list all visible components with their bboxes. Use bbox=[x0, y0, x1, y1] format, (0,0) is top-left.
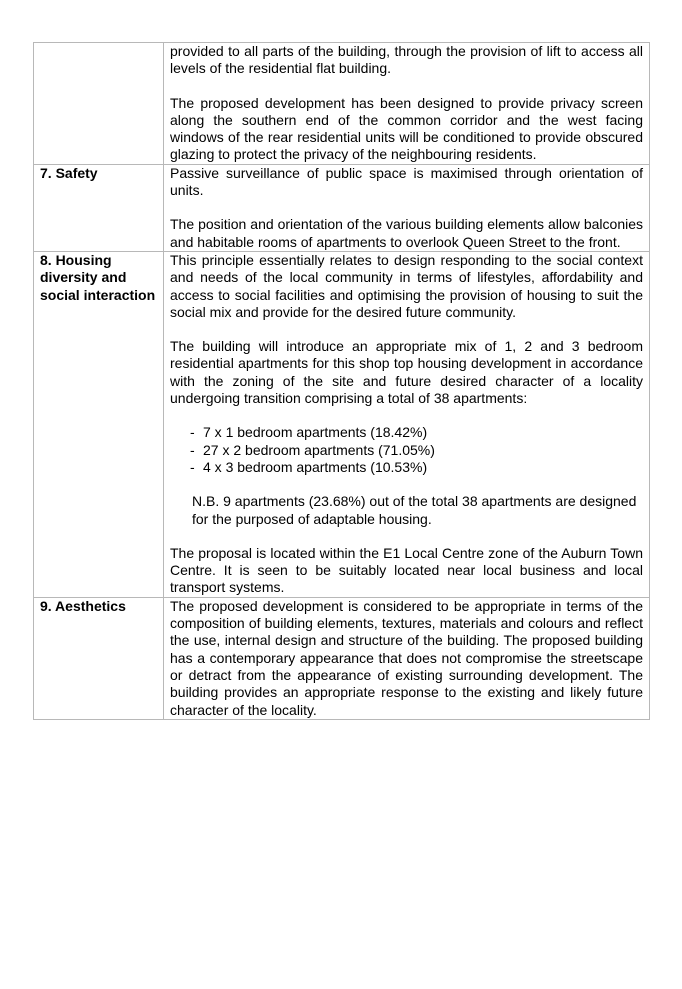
assessment-cell bbox=[164, 597, 650, 719]
paragraph: The building will introduce an appropriate mix of 1, 2 and 3 bedroom residential apartments for this shop top housing development in accordance with the zoning of the site and future desired character of a locality undergoing transition comprising a total of 38 apartments: bbox=[170, 338, 643, 407]
paragraph: The proposed development is considered to be appropriate in terms of the composition of building elements, textures, materials and colours and reflect the use, internal design and structure of the building. The proposed building has a contemporary appearance that does not compromise the streetscape or detract from the appearance of existing surrounding development. The building provides an appropriate response to the existing and likely future character of the locality. bbox=[170, 597, 643, 718]
list-item: - 27 x 2 bedroom apartments (71.05%) bbox=[190, 442, 643, 459]
paragraph: Passive surveillance of public space is maximised through orientation of units. bbox=[170, 164, 643, 199]
criterion-cell: 7. Safety bbox=[34, 164, 164, 251]
document-page bbox=[33, 42, 650, 720]
criterion-cell bbox=[34, 43, 164, 165]
criterion-cell: 8. Housing diversity and social interaction bbox=[34, 251, 164, 597]
paragraph: The proposal is located within the E1 Local Centre zone of the Auburn Town Centre. It is seen to be suitably located near local business and local transport systems. bbox=[170, 544, 643, 596]
assessment-cell bbox=[164, 164, 650, 251]
paragraph: The proposed development has been designed to provide privacy screen along the southern end of the common corridor and the west facing windows of the rear residential units will be conditioned to provide obscured glazing to protect the privacy of the neighbouring residents. bbox=[170, 94, 643, 163]
criterion-cell: 9. Aesthetics bbox=[34, 597, 164, 719]
assessment-cell bbox=[164, 251, 650, 597]
table-row bbox=[34, 43, 650, 165]
paragraph: This principle essentially relates to design responding to the social context and needs of the local community in terms of lifestyles, affordability and access to social facilities and optimising the provision of housing to suit the social mix and provide for the desired future community. bbox=[170, 251, 643, 320]
adaptable-housing-note: N.B. 9 apartments (23.68%) out of the total 38 apartments are designed for the purposed of adaptable housing. bbox=[192, 493, 637, 527]
apartment-mix-list bbox=[170, 424, 643, 476]
design-principles-table bbox=[33, 42, 650, 720]
paragraph: The position and orientation of the various building elements allow balconies and habitable rooms of apartments to overlook Queen Street to the front. bbox=[170, 216, 643, 250]
table-row bbox=[34, 597, 650, 719]
list-item: - 4 x 3 bedroom apartments (10.53%) bbox=[190, 459, 643, 476]
table-row bbox=[34, 164, 650, 251]
assessment-cell bbox=[164, 43, 650, 165]
table-row bbox=[34, 251, 650, 597]
list-item: - 7 x 1 bedroom apartments (18.42%) bbox=[190, 424, 643, 441]
paragraph: provided to all parts of the building, through the provision of lift to access all levels of the residential flat building. bbox=[170, 43, 643, 77]
